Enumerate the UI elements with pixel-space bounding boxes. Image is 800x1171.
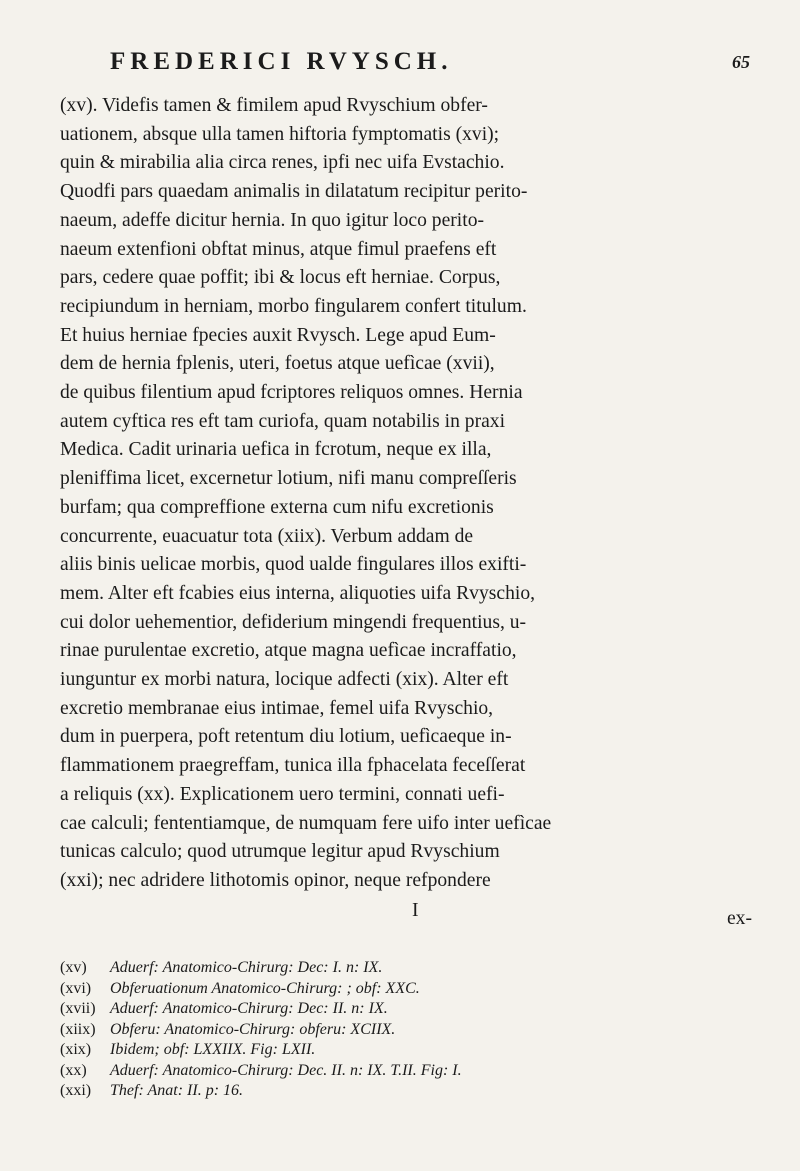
text-line: pleniffima licet, excernetur lotium, nifi manu compreſſeris [60,468,517,490]
footnote-mark: (xix) [60,1041,92,1058]
footnote [60,1081,760,1102]
footnote-mark: (xvii) [60,1000,96,1017]
page-number: 65 [732,52,750,72]
text-line: burfam; qua compreffione externa cum nifu excretionis [60,496,494,518]
footnote [60,979,760,1000]
signature-mark: I [412,900,419,921]
footnote [60,1061,760,1082]
text-line: cui dolor uehementior, defiderium mingendi frequentius, u- [60,611,527,633]
text-line: cae calculi; fententiamque, de numquam fere uifo inter uefìcae [60,812,552,834]
footnote-mark: (xv) [60,959,87,976]
footnotes [60,958,760,1102]
footnote [60,1040,760,1061]
text-line: dem de hernia fplenis, uteri, foetus atque uefìcae (xvii), [60,353,495,375]
running-header [110,48,750,84]
text-line: iunguntur ex morbi natura, locique adfecti (xix). Alter eft [60,669,509,691]
text-line: rinae purulentae excretio, atque magna uefìcae incraffatio, [60,640,517,662]
text-line: (xv). Videfis tamen & fimilem apud Rvyschium obfer- [60,95,488,116]
text-line: dum in puerpera, poft retentum diu lotium, uefìcaeque in- [60,726,512,748]
text-line: Et huius herniae fpecies auxit Rvysch. Lege apud Eum- [60,324,496,346]
text-line: tunicas calculo; quod utrumque legitur apud Rvyschium [60,841,500,863]
footnote-text: Ibidem; obf: LXXIIX. Fig: LXII. [110,1041,316,1058]
running-title: FREDERICI RVYSCH. [110,48,453,75]
footnote-mark: (xx) [60,1061,87,1079]
text-line: recipiundum in herniam, morbo fingularem confert titulum. [60,295,527,317]
footnote [60,1020,760,1041]
text-line: autem cyftica res eft tam curiofa, quam notabilis in praxi [60,410,506,432]
text-line: naeum extenfioni obftat minus, atque fimul praefens eft [60,238,497,260]
footnote-text: Aduerf: Anatomico-Chirurg: Dec: II. n: IX. [110,1000,388,1017]
text-line: aliis binis uelicae morbis, quod ualde fingulares illos exifti- [60,554,527,576]
text-line: concurrente, euacuatur tota (xiix). Verbum addam de [60,525,474,547]
text-line: flammationem praegreffam, tunica illa fphacelata feceſſerat [60,755,526,777]
footnote-mark: (xvi) [60,979,92,997]
footnote-text: Aduerf: Anatomico-Chirurg: Dec. II. n: IX. T.II. Fig: I. [110,1061,462,1079]
text-line: mem. Alter eft fcabies eius interna, aliquoties uifa Rvyschio, [60,582,536,604]
text-line: quin & mirabilia alia circa renes, ipfi nec uifa Evstachio. [60,152,505,174]
footnote [60,958,760,979]
main-text [60,92,752,896]
footnote [60,999,760,1020]
text-line: Quodfi pars quaedam animalis in dilatatum recipitur perito- [60,181,528,203]
footnote-text: Obferu: Anatomico-Chirurg: obferu: XCIIX. [110,1020,396,1038]
text-line: pars, cedere quae poffit; ibi & locus eft herniae. Corpus, [60,267,501,289]
footnote-text: Obferuationum Anatomico-Chirurg: ; obf: XXC. [110,979,420,997]
text-line: (xxi); nec adridere lithotomis opinor, neque refpondere [60,869,491,891]
text-line: de quibus filentium apud fcriptores reliquos omnes. Hernia [60,382,523,404]
text-line: uationem, absque ulla tamen hiftoria fymptomatis (xvi); [60,123,500,145]
text-line: naeum, adeffe dicitur hernia. In quo igitur loco perito- [60,209,485,231]
text-line: a reliquis (xx). Explicationem uero termini, connati uefi- [60,783,505,805]
text-line: Medica. Cadit urinaria uefica in fcrotum, neque ex illa, [60,439,492,461]
footnote-text: Thef: Anat: II. p: 16. [110,1082,244,1099]
footnote-text: Aduerf: Anatomico-Chirurg: Dec: I. n: IX. [110,959,383,976]
catchword: ex- [726,908,752,929]
footnote-mark: (xxi) [60,1082,92,1099]
text-line: excretio membranae eius intimae, femel uifa Rvyschio, [60,697,494,719]
footnote-mark: (xiix) [60,1020,96,1038]
page-foot-marks [60,900,752,930]
